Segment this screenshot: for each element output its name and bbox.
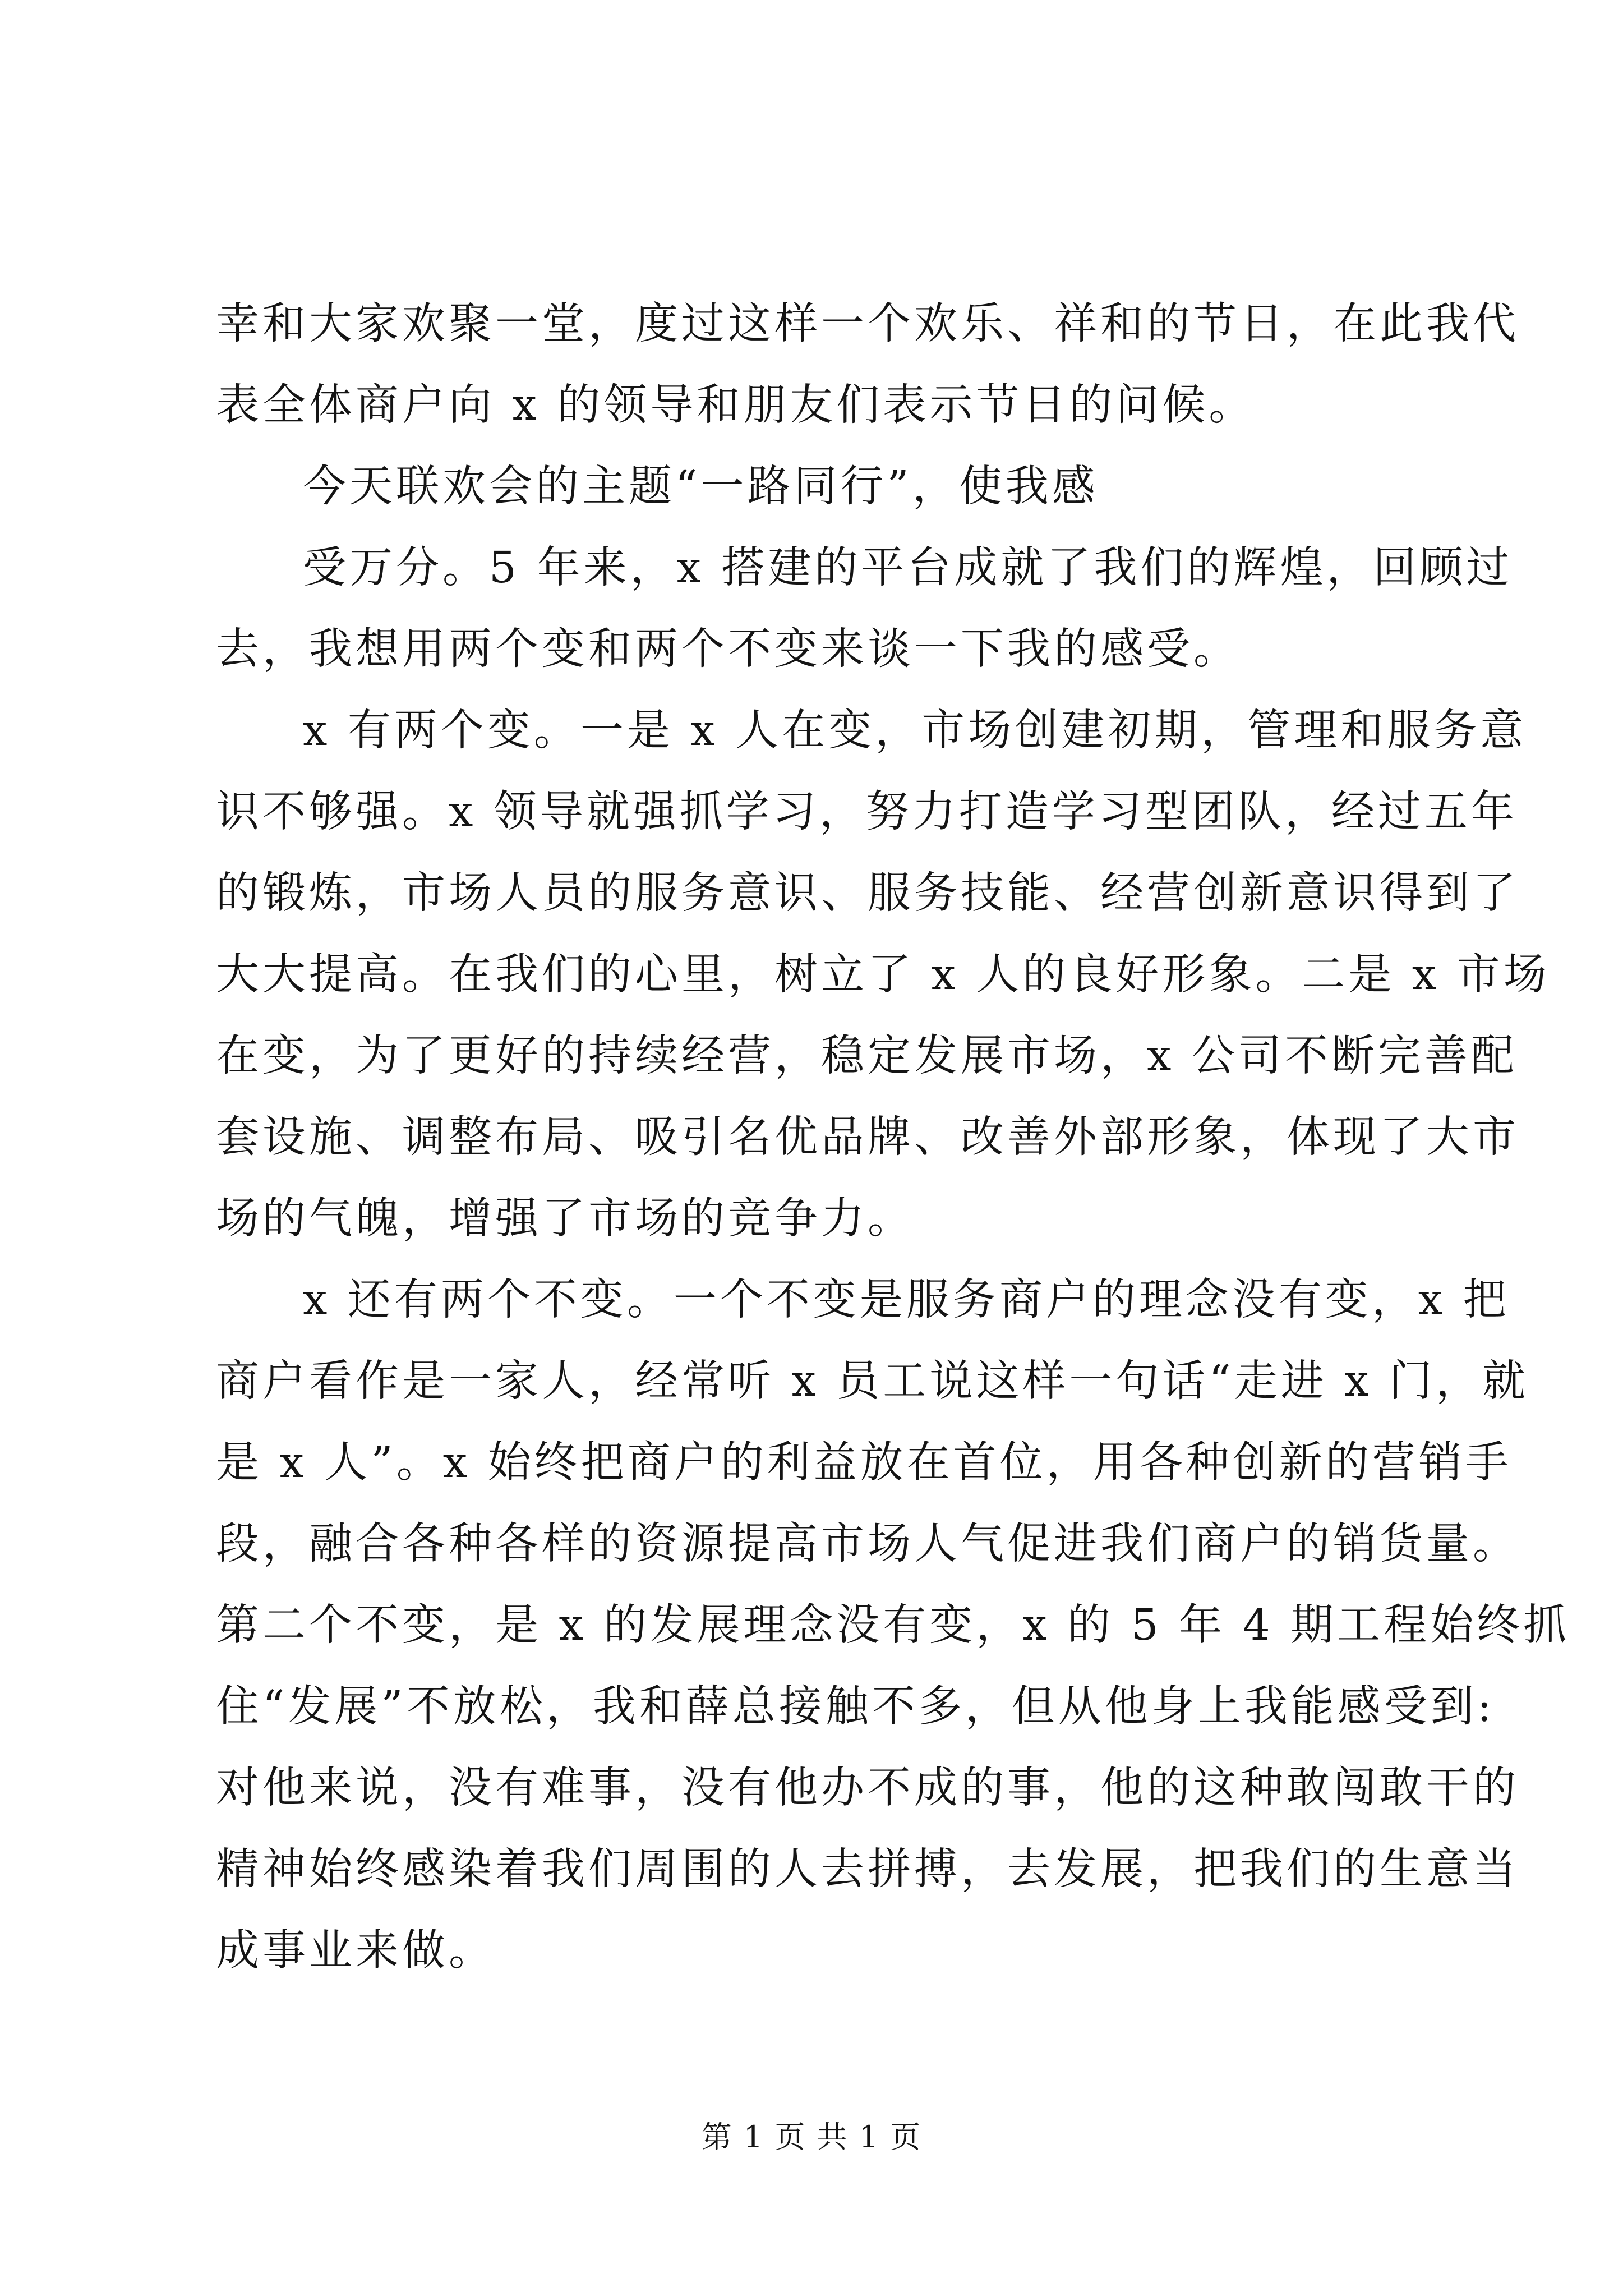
text-line: 在变，为了更好的持续经营，稳定发展市场，x 公司不断完善配 (216, 1031, 1518, 1081)
text-line: 套设施、调整布局、吸引名优品牌、改善外部形象，体现了大市 (216, 1112, 1519, 1162)
text-line: 是 x 人”。x 始终把商户的利益放在首位，用各种创新的营销手 (216, 1438, 1512, 1488)
text-line: 的锻炼，市场人员的服务意识、服务技能、经营创新意识得到了 (216, 868, 1519, 918)
paragraph-first-line: 受万分。5 年来，x 搭建的平台成就了我们的辉煌，回顾过 (303, 543, 1513, 593)
paragraph-first-line: x 有两个变。一是 x 人在变，市场创建初期，管理和服务意 (303, 706, 1527, 756)
text-line: 成事业来做。 (216, 1926, 495, 1976)
text-line: 精神始终感染着我们周围的人去拼搏，去发展，把我们的生意当 (216, 1844, 1519, 1894)
text-line: 场的气魄，增强了市场的竞争力。 (216, 1194, 914, 1244)
text-line: 识不够强。x 领导就强抓学习，努力打造学习型团队，经过五年 (216, 787, 1518, 837)
text-line: 住“发展”不放松，我和薛总接触不多，但从他身上我能感受到: (216, 1682, 1495, 1732)
text-line: 商户看作是一家人，经常听 x 员工说这样一句话“走进 x 门，就 (216, 1356, 1529, 1406)
paragraph-first-line: x 还有两个不变。一个不变是服务商户的理念没有变，x 把 (303, 1275, 1510, 1325)
text-line: 大大提高。在我们的心里，树立了 x 人的良好形象。二是 x 市场 (216, 950, 1550, 1000)
text-line: 第二个不变，是 x 的发展理念没有变，x 的 5 年 4 期工程始终抓 (216, 1600, 1570, 1650)
text-line: 幸和大家欢聚一堂，度过这样一个欢乐、祥和的节日，在此我代 (216, 299, 1519, 349)
paragraph-first-line: 今天联欢会的主题“一路同行”，使我感 (303, 462, 1099, 512)
text-line: 表全体商户向 x 的领导和朋友们表示节日的问候。 (216, 380, 1256, 430)
text-line: 段，融合各种各样的资源提高市场人气促进我们商户的销货量。 (216, 1519, 1519, 1569)
text-line: 去，我想用两个变和两个不变来谈一下我的感受。 (216, 624, 1240, 674)
text-line: 对他来说，没有难事，没有他办不成的事，他的这种敢闯敢干的 (216, 1763, 1519, 1813)
page-number-footer: 第 1 页 共 1 页 (701, 2119, 922, 2155)
